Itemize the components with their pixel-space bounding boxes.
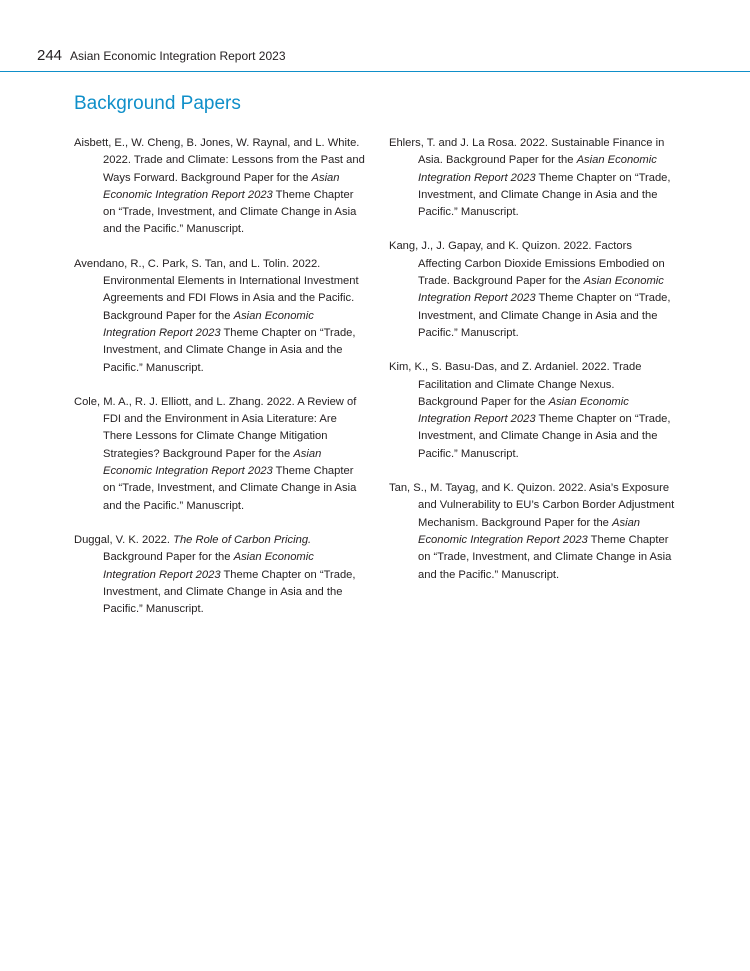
- reference-italic-title: Asian Economic Integration Report 2023: [103, 447, 322, 478]
- reference-italic-title: Asian Economic Integration Report 2023: [418, 516, 641, 546]
- reference-text: Theme Chapter on “Trade, Investment, and Climate Change in Asia and the Pacific.” Manuscript.: [418, 292, 671, 339]
- reference-entry: [74, 532, 365, 618]
- reference-text: Theme Chapter on “Trade, Investment, and Climate Change in Asia and the Pacific.” Manuscript.: [103, 568, 356, 616]
- reference-entry: [389, 135, 677, 221]
- page-header: [37, 47, 286, 69]
- reference-text: Duggal, V. K. 2022.: [74, 533, 174, 546]
- reference-italic-title: Asian Economic Integration Report 2023: [418, 395, 629, 426]
- left-column: [74, 135, 365, 635]
- header-rule: [0, 71, 750, 72]
- page-number: 244: [37, 47, 63, 64]
- reference-text: Aisbett, E., W. Cheng, B. Jones, W. Raynal, and L. White. 2022. Trade and Climate: Lessons from the Past and Ways Forward. Background Paper for the: [74, 137, 365, 184]
- reference-text: Background Paper for the: [103, 551, 234, 564]
- reference-text: Ehlers, T. and J. La Rosa. 2022. Sustainable Finance in Asia. Background Paper for the: [389, 137, 665, 167]
- reference-italic-title: Asian Economic Integration Report 2023: [103, 309, 314, 339]
- right-column: [389, 135, 677, 601]
- reference-text: Theme Chapter on “Trade, Investment, and Climate Change in Asia and the Pacific.” Manuscript.: [418, 171, 671, 219]
- reference-italic-title: Asian Economic Integration Report 2023: [103, 551, 314, 581]
- running-title: Asian Economic Integration Report 2023: [70, 49, 286, 63]
- reference-text: Theme Chapter on “Trade, Investment, and Climate Change in Asia and the Pacific.” Manuscript.: [103, 465, 357, 512]
- reference-entry: [389, 238, 677, 342]
- reference-text: Theme Chapter on “Trade, Investment, and Climate Change in Asia and the Pacific.” Manuscript.: [418, 413, 671, 460]
- reference-text: Cole, M. A., R. J. Elliott, and L. Zhang. 2022. A Review of FDI and the Environment in Asia Literature: Are There Lessons for Climate Change Mitigation Strategies? Background Paper for the: [74, 395, 357, 460]
- reference-text: Kang, J., J. Gapay, and K. Quizon. 2022. Factors Affecting Carbon Dioxide Emissions Embodied on Trade. Background Paper for the: [389, 240, 665, 288]
- reference-entry: [389, 480, 677, 584]
- reference-text: Theme Chapter on “Trade, Investment, and Climate Change in Asia and the Pacific.” Manuscript.: [418, 533, 672, 581]
- reference-italic-title: Asian Economic Integration Report 2023: [418, 154, 657, 184]
- reference-text: Theme Chapter on “Trade, Investment, and Climate Change in Asia and the Pacific.” Manuscript.: [103, 188, 357, 236]
- reference-entry: [74, 394, 365, 515]
- section-title: Background Papers: [74, 93, 241, 114]
- reference-text: Theme Chapter on “Trade, Investment, and Climate Change in Asia and the Pacific.” Manuscript.: [103, 326, 356, 374]
- reference-text: Avendano, R., C. Park, S. Tan, and L. Tolin. 2022. Environmental Elements in International Investment Agreements and FDI Flows in Asia and the Pacific. Background Paper for the: [74, 257, 359, 322]
- reference-italic-title: The Role of Carbon Pricing.: [173, 533, 312, 546]
- reference-italic-title: Asian Economic Integration Report 2023: [103, 171, 340, 201]
- reference-text: Kim, K., S. Basu-Das, and Z. Ardaniel. 2022. Trade Facilitation and Climate Change Nexus. Background Paper for the: [389, 361, 642, 408]
- reference-text: Tan, S., M. Tayag, and K. Quizon. 2022. Asia’s Exposure and Vulnerability to EU’s Carbon Border Adjustment Mechanism. Background Paper for the: [389, 482, 675, 529]
- reference-entry: [74, 256, 365, 377]
- reference-entry: [389, 359, 677, 463]
- reference-entry: [74, 135, 365, 239]
- reference-italic-title: Asian Economic Integration Report 2023: [418, 275, 664, 305]
